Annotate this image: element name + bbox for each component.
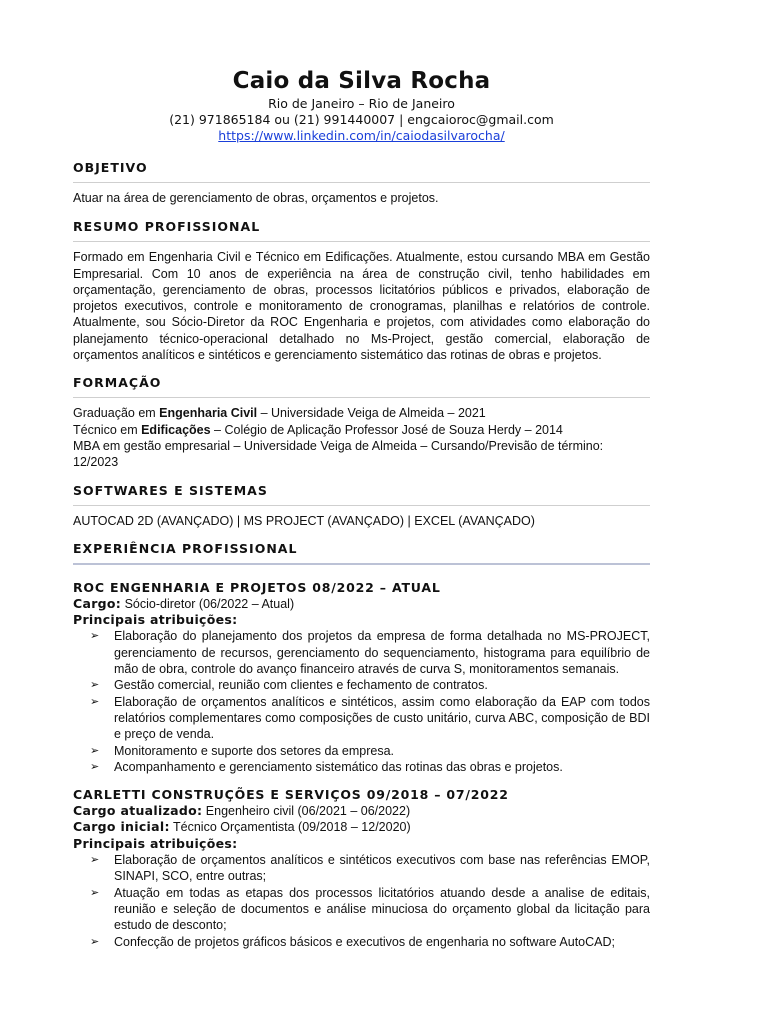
contact-line: (21) 971865184 ou (21) 991440007 | engcaioroc@gmail.com (169, 112, 554, 127)
duties-list (73, 628, 650, 775)
section-divider (73, 182, 650, 183)
formacao-list (73, 405, 650, 470)
location: Rio de Janeiro – Rio de Janeiro (268, 96, 455, 111)
arrow-bullet-icon: ➢ (90, 854, 100, 867)
company-heading: CARLETTI CONSTRUÇÕES E SERVIÇOS 09/2018 – 07/2022 (73, 787, 509, 803)
duties-label: Principais atribuições: (73, 612, 238, 628)
section-title-formacao: FORMAÇÃO (73, 375, 162, 391)
duty-item: ➢ Elaboração de orçamentos analíticos e sintéticos, assim como elaboração da EAP com todos relatórios complementares como composições de custo unitário, curva ABC, composição de BDI e preço de venda. (90, 694, 650, 742)
duties-label: Principais atribuições: (73, 835, 238, 851)
softwares-text: AUTOCAD 2D (AVANÇADO) | MS PROJECT (AVANÇADO) | EXCEL (AVANÇADO) (73, 513, 535, 528)
formacao-item: Graduação em Engenharia Civil – Universidade Veiga de Almeida – 2021 (73, 406, 486, 421)
objetivo-text: Atuar na área de gerenciamento de obras, orçamentos e projetos. (73, 191, 439, 205)
job-entry (73, 787, 650, 950)
section-title-objetivo: OBJETIVO (73, 160, 148, 175)
resume-page (73, 66, 650, 950)
arrow-bullet-icon: ➢ (90, 886, 100, 899)
role-line: Cargo: Sócio-diretor (06/2022 – Atual) (73, 595, 295, 611)
job-entry (73, 580, 650, 775)
section-title-softwares: SOFTWARES E SISTEMAS (73, 482, 268, 498)
arrow-bullet-icon: ➢ (90, 760, 100, 773)
linkedin-link[interactable]: https://www.linkedin.com/in/caiodasilvarocha/ (218, 128, 505, 143)
resumo-text: Formado em Engenharia Civil e Técnico em Edificações. Atualmente, estou cursando MBA em Gestão Empresarial. Com 10 anos de experiência na área de construção civil, tenho habilidades em orçamentação, gerenciamento de obras, processos licitatórios públicos e privados, elaboração de projetos executivos, controle e monitoramento de cronogramas, planilhas e relatórios de controle. Atualmente, sou Sócio-Diretor da ROC Engenharia e projetos, com atividades como elaboração do planejamento técnico-operacional detalhado no Ms-Project, gestão comercial, elaboração de orçamentos analíticos e sintéticos e gerenciamento sistemático das rotinas de obras e projetos. (73, 250, 650, 363)
formacao-item: MBA em gestão empresarial – Universidade Veiga de Almeida – Cursando/Previsão de término: 12/2023 (73, 438, 604, 470)
arrow-bullet-icon: ➢ (90, 935, 100, 948)
duty-item: ➢ Elaboração de orçamentos analíticos e sintéticos executivos com base nas referências EMOP, SINAPI, SCO, entre outras; (90, 853, 650, 884)
duty-item: ➢ Elaboração do planejamento dos projetos da empresa de forma detalhada no MS-PROJECT, gerenciamento de recursos, gerenciamento do sequenciamento, histograma para equilíbrio de mão de obra, controle do avanço financeiro através de curva S, monitoramentos semanais. (90, 629, 650, 677)
candidate-name: Caio da Silva Rocha (232, 68, 491, 94)
duty-item: ➢ Atuação em todas as etapas dos processos licitatórios atuando desde a analise de editais, reunião e seleção de documentos e análise minuciosa do orçamento global da licitação para estudo de desconto; (90, 885, 650, 933)
section-divider (73, 505, 650, 506)
section-divider (73, 397, 650, 398)
arrow-bullet-icon: ➢ (90, 744, 100, 757)
linkedin-line (73, 128, 650, 144)
duty-item: ➢ Confecção de projetos gráficos básicos e executivos de engenharia no software AutoCAD; (90, 934, 615, 949)
arrow-bullet-icon: ➢ (90, 695, 100, 708)
arrow-bullet-icon: ➢ (90, 679, 100, 692)
section-title-experiencia: EXPERIÊNCIA PROFISSIONAL (73, 540, 298, 556)
role-line: Cargo inicial: Técnico Orçamentista (09/2018 – 12/2020) (73, 819, 411, 835)
duty-item: ➢ Monitoramento e suporte dos setores da empresa. (90, 743, 395, 758)
duty-item: ➢ Gestão comercial, reunião com clientes e fechamento de contratos. (90, 678, 488, 693)
role-line: Cargo atualizado: Engenheiro civil (06/2021 – 06/2022) (73, 803, 411, 819)
section-divider (73, 563, 650, 565)
company-heading: ROC ENGENHARIA E PROJETOS 08/2022 – ATUAL (73, 579, 441, 595)
section-title-resumo: RESUMO PROFISSIONAL (73, 219, 261, 235)
duties-list (73, 852, 650, 950)
formacao-item: Técnico em Edificações – Colégio de Aplicação Professor José de Souza Herdy – 2014 (73, 422, 563, 437)
section-divider (73, 241, 650, 242)
arrow-bullet-icon: ➢ (90, 630, 100, 643)
duty-item: ➢ Acompanhamento e gerenciamento sistemático das rotinas das obras e projetos. (90, 759, 563, 774)
